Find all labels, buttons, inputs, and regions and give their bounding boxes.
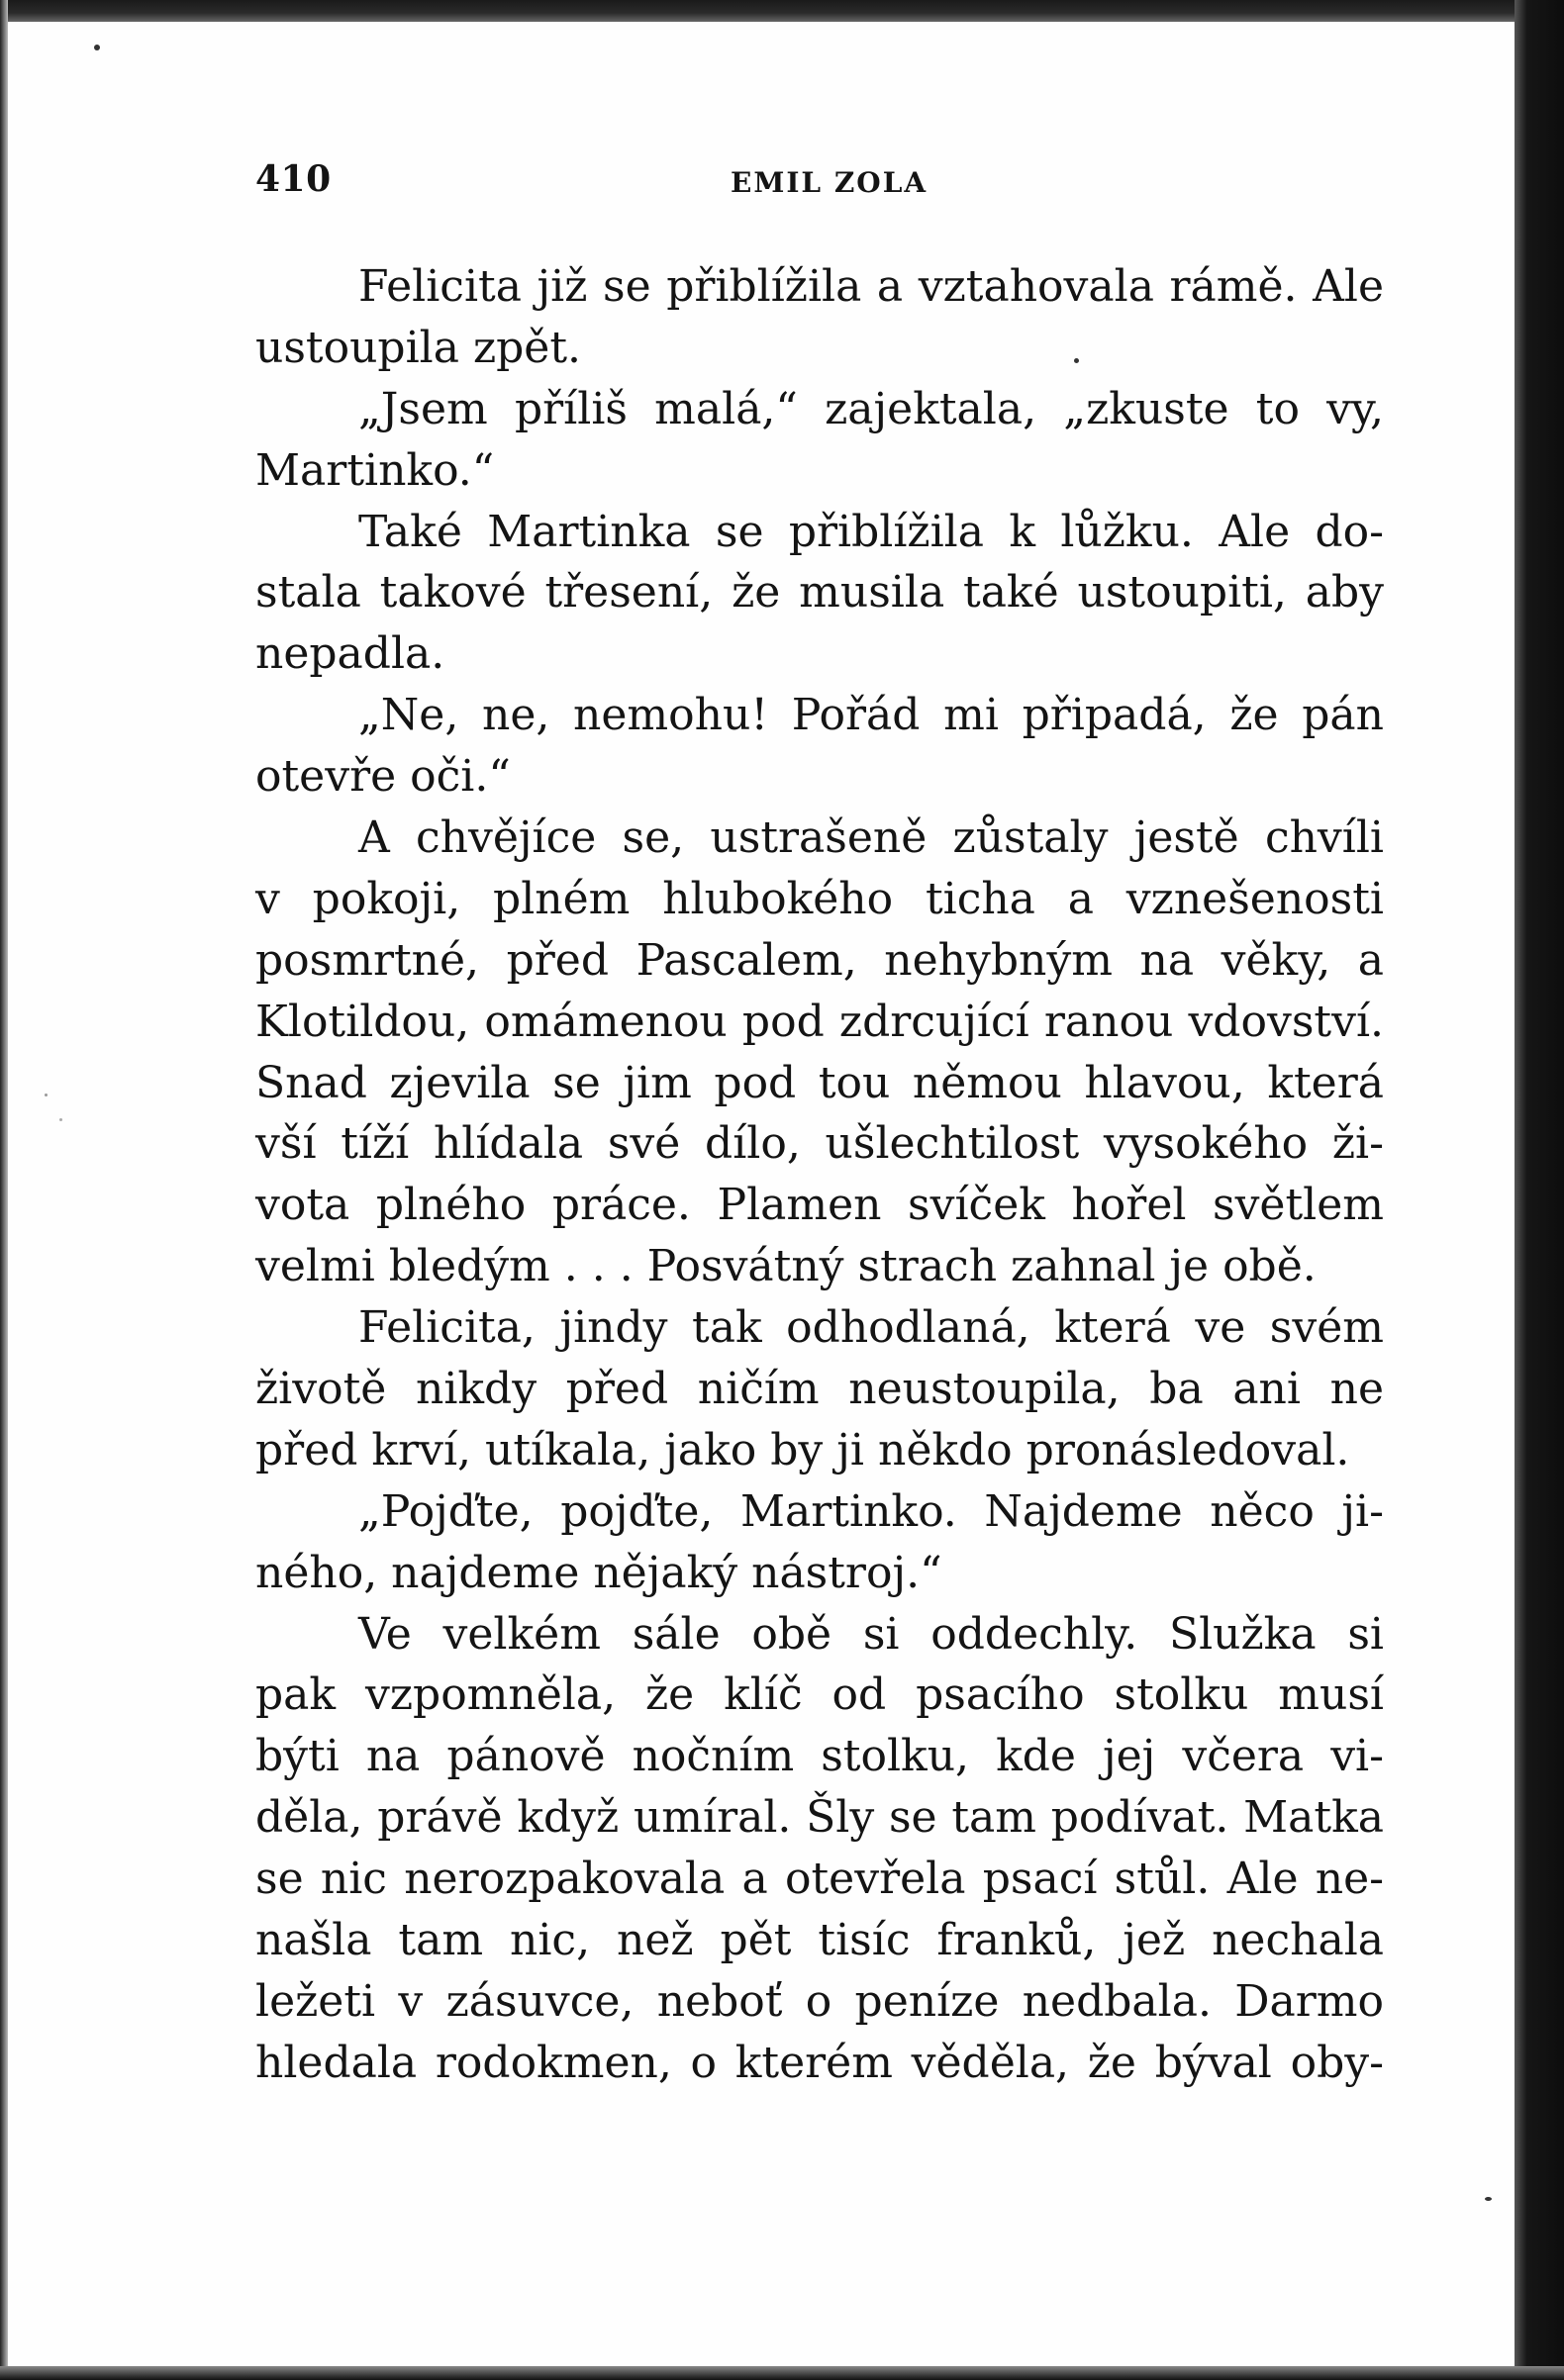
text-line: Ve velkém sále obě si oddechly. Služka si <box>358 1608 1384 1660</box>
text-line: vší tíží hlídala své dílo, ušlechtilost vysokého ži- <box>255 1118 1384 1170</box>
text-line: ležeti v zásuvce, neboť o peníze nedbala. Darmo <box>255 1975 1384 2027</box>
page-header <box>255 158 1384 202</box>
text-line: našla tam nic, než pět tisíc franků, jež nechala <box>255 1915 1384 1966</box>
text-line: děla, právě když umíral. Šly se tam podívat. Matka <box>255 1792 1384 1844</box>
text-line: velmi bledým . . . Posvátný strach zahnal je obě. <box>255 1241 1317 1292</box>
text-line: Felicita již se přiblížila a vztahovala rámě. Ale <box>358 261 1384 312</box>
scan-speck <box>59 1118 62 1121</box>
text-line: otevře oči.“ <box>255 751 511 803</box>
text-line: hledala rodokmen, o kterém věděla, že býval oby- <box>255 2037 1384 2088</box>
text-line: životě nikdy před ničím neustoupila, ba ani ne <box>255 1364 1384 1415</box>
text-line: posmrtné, před Pascalem, nehybným na věky, a <box>255 934 1384 986</box>
text-line: stala takové třesení, že musila také ustoupiti, aby <box>255 567 1384 619</box>
text-line: v pokoji, plném hlubokého ticha a vznešenosti <box>255 873 1384 924</box>
text-line: nepadla. <box>255 628 445 680</box>
text-line: „Pojďte, pojďte, Martinko. Najdeme něco ji- <box>358 1485 1384 1537</box>
text-line: Klotildou, omámenou pod zdrcující ranou vdovství. <box>255 996 1384 1047</box>
scan-speck <box>94 45 100 50</box>
text-line: A chvějíce se, ustrašeně zůstaly jestě chvíli <box>358 812 1384 864</box>
page-number: 410 <box>255 158 332 200</box>
text-line: pak vzpomněla, že klíč od psacího stolku musí <box>255 1669 1384 1721</box>
scan-edge-top <box>0 0 1564 22</box>
scan-edge-right <box>1515 0 1564 2380</box>
text-line: se nic nerozpakovala a otevřela psací stůl. Ale ne- <box>255 1854 1384 1905</box>
text-line: ného, najdeme nějaký nástroj.“ <box>255 1547 942 1598</box>
text-line: „Jsem příliš malá,“ zajektala, „zkuste to vy, <box>358 383 1384 434</box>
text-line: „Ne, ne, nemohu! Pořád mi připadá, že pán <box>358 690 1384 741</box>
text-line: před krví, utíkala, jako by ji někdo pronásledoval. <box>255 1424 1350 1476</box>
scan-speck <box>1485 2197 1492 2201</box>
scan-edge-left <box>0 0 8 2380</box>
text-line: Martinko.“ <box>255 444 495 496</box>
text-line: býti na pánově nočním stolku, kde jej včera vi- <box>255 1731 1384 1782</box>
text-line: Snad zjevila se jim pod tou němou hlavou, která <box>255 1057 1384 1108</box>
text-line: Felicita, jindy tak odhodlaná, která ve svém <box>358 1302 1384 1354</box>
running-head: EMIL ZOLA <box>731 166 929 199</box>
scan-edge-bottom <box>0 2366 1564 2380</box>
body-text <box>255 256 1384 2094</box>
text-line: vota plného práce. Plamen svíček hořel světlem <box>255 1180 1384 1231</box>
text-line: Také Martinka se přiblížila k lůžku. Ale do- <box>358 506 1384 557</box>
text-line: ustoupila zpět. <box>255 322 582 373</box>
scan-speck <box>45 1094 48 1096</box>
